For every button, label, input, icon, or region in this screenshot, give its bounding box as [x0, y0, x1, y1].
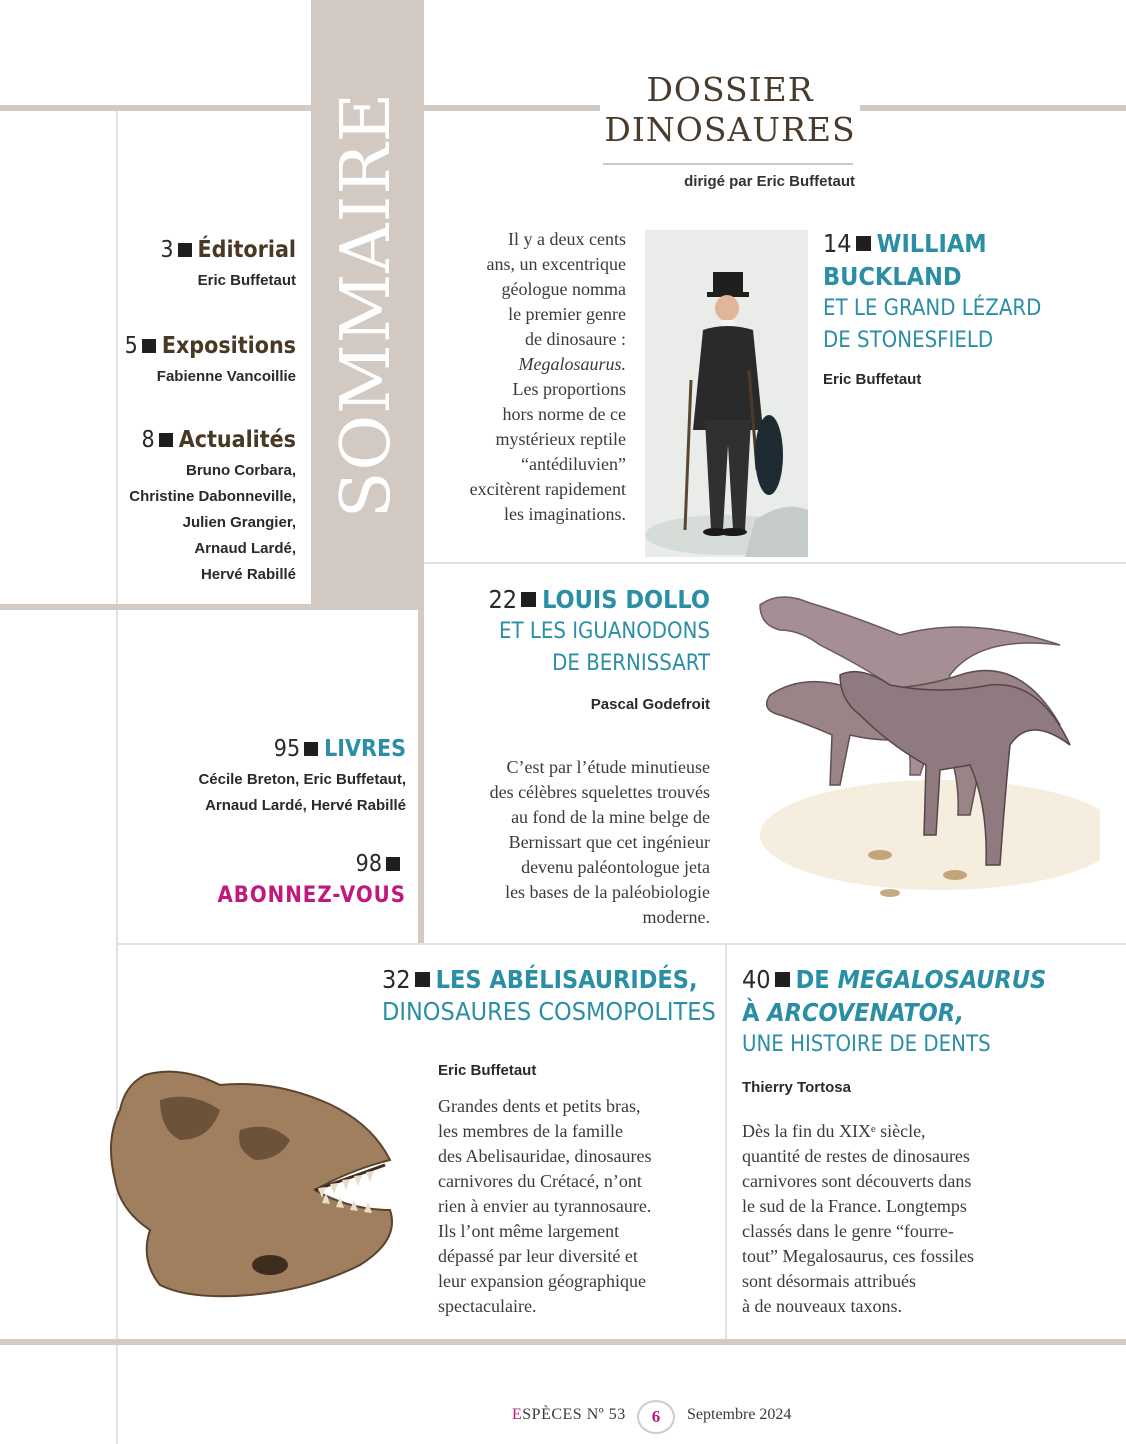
square-bullet-icon	[159, 433, 173, 447]
article-number: 14	[823, 229, 852, 258]
dollo-header[interactable]	[440, 583, 710, 713]
article-subtitle: DINOSAURES COSMOPOLITES	[382, 997, 716, 1026]
index-editorial[interactable]	[120, 236, 296, 294]
article-title: BUCKLAND	[823, 262, 962, 291]
bottom-rule	[0, 1339, 1126, 1345]
index-abonnez[interactable]	[200, 850, 406, 910]
square-bullet-icon	[775, 972, 790, 987]
article-author: Pascal Godefroit	[590, 696, 710, 713]
body-line: quantité de restes de dinosaures	[742, 1146, 970, 1166]
body-line: au fond de la mine belge de	[511, 807, 710, 827]
body-line: le premier genre	[508, 304, 626, 324]
body-line: des célèbres squelettes trouvés	[489, 782, 710, 802]
index-expositions[interactable]	[120, 332, 296, 390]
body-line: sont désormais attribués	[742, 1271, 916, 1291]
body-line: le sud de la France. Longtemps	[742, 1196, 967, 1216]
index-number: 98	[355, 851, 382, 877]
body-line: les bases de la paléobiologie	[505, 882, 710, 902]
article-subtitle: ET LE GRAND LÉZARD	[823, 296, 1042, 321]
column-divider	[725, 945, 727, 1340]
dossier-title	[600, 70, 860, 150]
index-label: Éditorial	[197, 237, 296, 263]
body-line: les imaginations.	[504, 504, 626, 524]
top-rule-left	[0, 105, 600, 111]
body-line: moderne.	[642, 907, 710, 927]
footer-magazine	[512, 1406, 626, 1424]
square-bullet-icon	[415, 972, 430, 987]
square-bullet-icon	[178, 243, 192, 257]
body-line: Il y a deux cents	[508, 229, 626, 249]
index-author: Arnaud Lardé, Hervé Rabillé	[205, 797, 406, 814]
index-author: Julien Grangier,	[182, 514, 296, 531]
abelisaurides-header[interactable]	[382, 963, 722, 1028]
index-label: Expositions	[161, 333, 296, 359]
page-number-badge	[637, 1400, 675, 1434]
body-line: des Abelisauridae, dinosaures	[438, 1146, 652, 1166]
footer-date: Septembre 2024	[687, 1406, 792, 1423]
body-line: spectaculaire.	[438, 1296, 537, 1316]
index-author: Cécile Breton, Eric Buffetaut,	[198, 771, 406, 788]
square-bullet-icon	[142, 339, 156, 353]
page-footer	[0, 1400, 1126, 1434]
body-line: leur expansion géographique	[438, 1271, 646, 1291]
band-lower	[418, 604, 424, 944]
body-line: C’est par l’étude minutieuse	[506, 757, 710, 777]
body-line: “antédiluvien”	[521, 454, 626, 474]
body-line: Megalosaurus.	[518, 354, 626, 374]
dossier-underline	[603, 163, 853, 165]
index-number: 3	[160, 237, 174, 263]
body-line: hors norme de ce	[502, 404, 626, 424]
body-line: devenu paléontologue jeta	[521, 857, 710, 877]
abelisaur-skull-image	[100, 1060, 410, 1310]
square-bullet-icon	[856, 236, 871, 251]
body-line: géologue nomma	[501, 279, 626, 299]
index-author: Christine Dabonneville,	[129, 488, 296, 505]
body-line: à de nouveaux taxons.	[742, 1296, 902, 1316]
body-line: Ils l’ont même largement	[438, 1221, 620, 1241]
article-title-prefix: À	[742, 998, 768, 1027]
sommaire-title: SOMMAIRE	[327, 91, 407, 519]
article-subtitle: DE STONESFIELD	[823, 328, 994, 353]
index-number: 8	[141, 427, 155, 453]
article-title-italic: ARCOVENATOR,	[767, 998, 965, 1027]
article-title: WILLIAM	[876, 229, 987, 258]
body-line: Bernissart que cet ingénieur	[508, 832, 710, 852]
index-actualites[interactable]	[120, 426, 296, 588]
body-line: classés dans le genre “fourre-	[742, 1221, 954, 1241]
abelisaurides-body	[438, 1094, 718, 1319]
abelisaurides-author: Eric Buffetaut	[438, 1062, 537, 1079]
article-title-prefix: DE	[795, 965, 838, 994]
index-author: Hervé Rabillé	[200, 566, 296, 583]
dossier-title-line1: DOSSIER	[646, 70, 814, 109]
top-rule-right	[860, 105, 1126, 111]
body-line: mystérieux reptile	[495, 429, 626, 449]
footer-mag-name: SPÈCES	[522, 1406, 583, 1423]
article-author: Eric Buffetaut	[823, 371, 922, 388]
body-line: rien à envier au tyrannosaure.	[438, 1196, 652, 1216]
dossier-director: dirigé par Eric Buffetaut	[684, 173, 855, 190]
index-author: Eric Buffetaut	[197, 272, 296, 289]
lower-rule	[116, 943, 1126, 945]
article-subtitle: ET LES IGUANODONS	[498, 619, 710, 644]
iguanodon-illustration-image	[740, 575, 1100, 920]
page-number: 6	[651, 1407, 661, 1426]
body-line: les membres de la famille	[438, 1121, 623, 1141]
body-line: excitèrent rapidement	[469, 479, 626, 499]
body-line: carnivores du Crétacé, n’ont	[438, 1171, 642, 1191]
square-bullet-icon	[386, 857, 400, 871]
body-line: Dès la fin du XIXᵉ siècle,	[742, 1121, 926, 1141]
megalosaurus-body	[742, 1119, 1032, 1319]
article-subtitle: DE BERNISSART	[552, 651, 710, 676]
index-number: 5	[124, 333, 138, 359]
article-subtitle: UNE HISTOIRE DE DENTS	[742, 1032, 991, 1057]
body-line: ans, un excentrique	[486, 254, 626, 274]
index-label: Actualités	[178, 427, 296, 453]
index-number: 95	[273, 736, 301, 762]
mid-rule-right	[424, 562, 1126, 564]
article-author: Thierry Tortosa	[742, 1079, 851, 1096]
buckland-header[interactable]	[823, 227, 1083, 388]
square-bullet-icon	[521, 592, 536, 607]
index-author: Fabienne Vancoillie	[156, 368, 296, 385]
body-line: Grandes dents et petits bras,	[438, 1096, 641, 1116]
buckland-portrait-image	[645, 230, 808, 557]
index-label: LIVRES	[324, 736, 406, 762]
body-line: de dinosaure :	[525, 329, 626, 349]
body-line: Les proportions	[512, 379, 626, 399]
sommaire-title-wrap	[311, 0, 424, 610]
article-number: 32	[382, 965, 411, 994]
body-line: dépassé par leur diversité et	[438, 1246, 638, 1266]
article-title: LOUIS DOLLO	[542, 585, 710, 614]
article-number: 40	[742, 965, 771, 994]
dollo-body	[430, 755, 710, 930]
subscribe-link[interactable]: ABONNEZ-VOUS	[217, 883, 406, 908]
square-bullet-icon	[304, 742, 318, 756]
index-author: Bruno Corbara,	[185, 462, 296, 479]
body-line: tout” Megalosaurus, ces fossiles	[742, 1246, 974, 1266]
megalosaurus-header[interactable]	[742, 963, 1122, 1096]
article-title-italic: MEGALOSAURUS	[837, 965, 1047, 994]
article-title: LES ABÉLISAURIDÉS,	[435, 965, 698, 994]
footer-mag-initial: E	[512, 1406, 523, 1423]
footer-issue: Nº 53	[586, 1406, 626, 1423]
body-line: carnivores sont découverts dans	[742, 1171, 972, 1191]
buckland-body	[430, 227, 626, 527]
dossier-title-line2: DINOSAURES	[604, 110, 856, 149]
article-number: 22	[488, 585, 518, 614]
index-author: Arnaud Lardé,	[194, 540, 296, 557]
index-livres[interactable]	[150, 735, 406, 819]
